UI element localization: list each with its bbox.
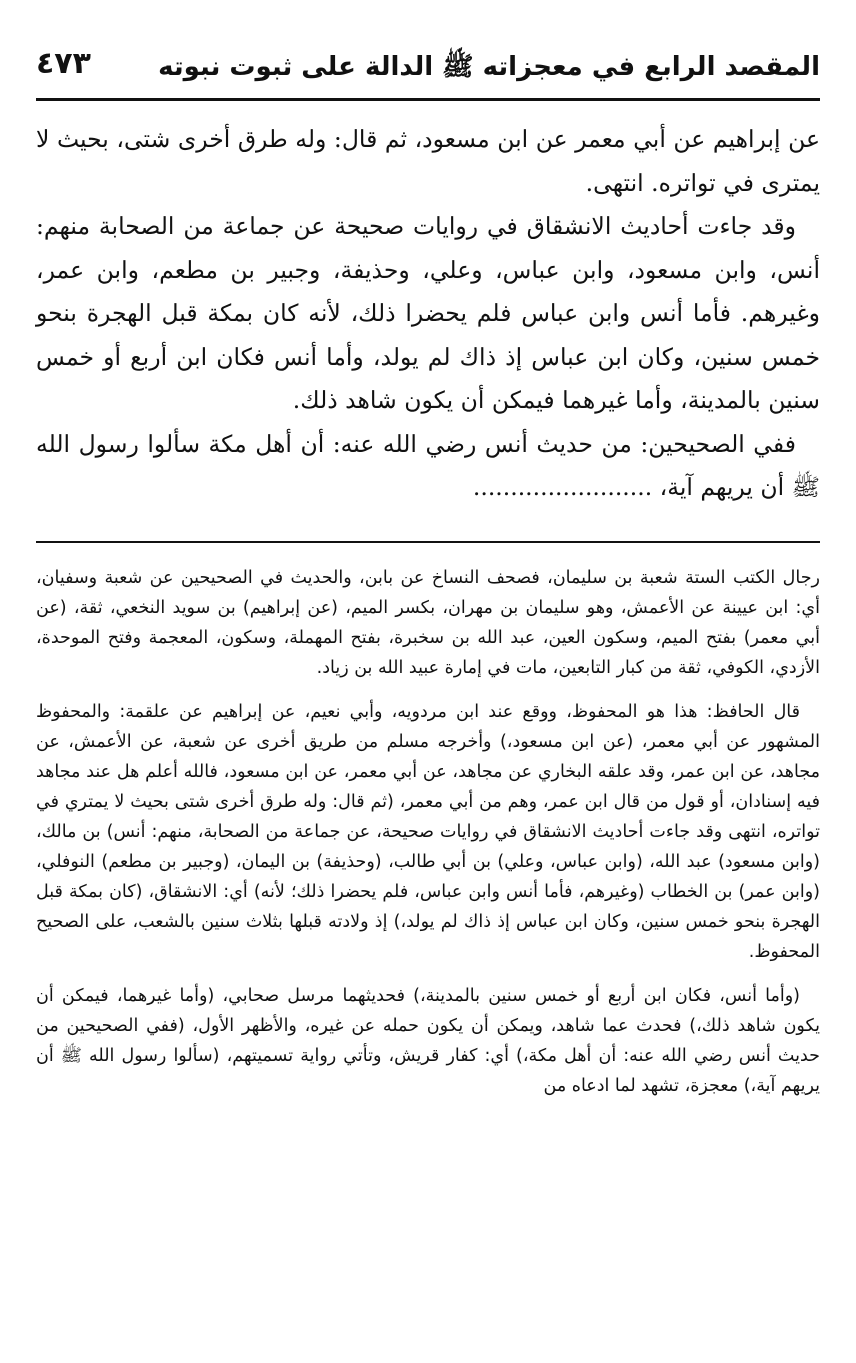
commentary: [36, 563, 820, 1101]
commentary-paragraph: (وأما أنس، فكان ابن أربع أو خمس سنين بالمدينة،) فحديثهما مرسل صحابي، (وأما غيرهما، فيمكن أن يكون شاهد ذلك،) فحدث عما شاهد، ويمكن أن يكون حمله عن غيره، والأظهر الأول، (ففي الصحيحين من حديث أنس رضي الله عنه: أن أهل مكة،) أي: كفار قريش، وتأتي رواية تسميتهم، (سألوا رسول الله ﷺ أن يريهم آية،) معجزة، تشهد لما ادعاه من: [36, 986, 820, 1096]
running-title: المقصد الرابع في معجزاته ﷺ الدالة على ثبوت نبوته: [158, 52, 820, 82]
page-header: [36, 36, 820, 100]
main-text: [36, 118, 820, 510]
commentary-divider: [36, 541, 820, 543]
main-paragraph: وقد جاءت أحاديث الانشقاق في روايات صحيحة عن جماعة من الصحابة منهم: أنس، وابن مسعود، وابن عباس، وعلي، وحذيفة، وجبير بن مطعم، وابن عمر، وغيرهم. فأما أنس وابن عباس فلم يحضرا ذلك، لأنه كان بمكة قبل الهجرة بنحو خمس سنين، وكان ابن عباس إذ ذاك لم يولد، وأما أنس فكان ابن أربع أو خمس سنين بالمدينة، وأما غيرهما فيمكن أن يكون شاهد ذلك.: [36, 212, 820, 414]
commentary-paragraph: رجال الكتب الستة شعبة بن سليمان، فصحف النساخ عن بابن، والحديث في الصحيحين عن شعبة وسفيان، أي: ابن عيينة عن الأعمش، وهو سليمان بن مهران، بكسر الميم، (عن إبراهيم) بن سويد النخعي، ثقة، (عن أبي معمر) بفتح الميم، وسكون العين، عبد الله بن سخبرة، بفتح المهملة، وسكون، المعجمة وفتح الموحدة، الأزدي، الكوفي، ثقة من كبار التابعين، مات في إمارة عبيد الله بن زياد.: [36, 568, 820, 678]
header-divider: [36, 98, 820, 101]
main-paragraph: عن إبراهيم عن أبي معمر عن ابن مسعود، ثم قال: وله طرق أخرى شتى، بحيث لا يمترى في تواتره. انتهى.: [36, 125, 820, 197]
commentary-paragraph: قال الحافظ: هذا هو المحفوظ، ووقع عند ابن مردويه، وأبي نعيم، عن إبراهيم عن علقمة: والمحفوظ المشهور عن أبي معمر، (عن ابن مسعود،) وأخرجه مسلم من طريق أخرى عن شعبة، عن الأعمش، عن مجاهد، عن ابن عمر، وقد علقه البخاري عن مجاهد، عن أبي معمر، عن ابن مسعود، فالله أعلم هل عند مجاهد فيه إسنادان، أو قول من قال ابن عمر، وهم من أبي معمر، (ثم قال: وله طرق أخرى شتى بحيث لا يمتري في تواتره، انتهى وقد جاءت أحاديث الانشقاق في روايات صحيحة، عن جماعة من الصحابة، منهم: أنس) بن مالك، (وابن مسعود) عبد الله، (وابن عباس، وعلي) بن أبي طالب، (وحذيفة) بن اليمان، (وجبير بن مطعم) النوفلي، (وابن عمر) بن الخطاب (وغيرهم، فأما أنس وابن عباس، فلم يحضرا ذلك؛ لأنه) أي: الانشقاق، (كان بمكة قبل الهجرة بنحو خمس سنين، وكان ابن عباس إذ ذاك لم يولد،) إذ ولادته قبلها بثلاث سنين بالشعب، على الصحيح المحفوظ.: [36, 702, 820, 962]
page-number: ٤٧٣: [36, 46, 91, 81]
main-paragraph: ففي الصحيحين: من حديث أنس رضي الله عنه: أن أهل مكة سألوا رسول الله ﷺ أن يريهم آية، ........................: [36, 429, 820, 501]
